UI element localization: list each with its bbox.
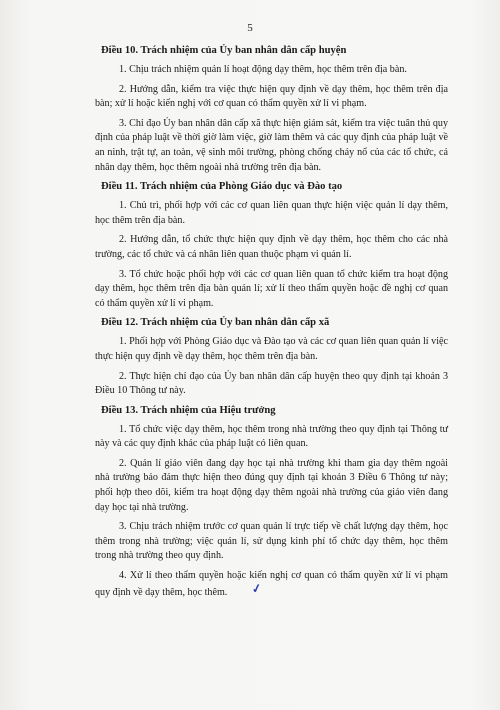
article-heading: Điều 10. Trách nhiệm của Ủy ban nhân dân cấp huyện <box>101 45 347 56</box>
paragraph: 2. Thực hiện chỉ đạo của Ủy ban nhân dân cấp huyện theo quy định tại khoản 3 Điều 10 Thông tư này. <box>95 370 448 397</box>
paragraph: 2. Quản lí giáo viên đang dạy học tại nhà trường khi tham gia dạy thêm ngoài nhà trường bảo đảm thực hiện theo đúng quy định tại khoản 3 Điều 6 Thông tư này; phối hợp theo dõi, kiểm tra hoạt động dạy thêm ngoài nhà trường của giáo viên đang dạy học tại nhà trường. <box>95 457 448 513</box>
paragraph-text: 4. Xử lí theo thẩm quyền hoặc kiến nghị cơ quan có thẩm quyền xử lí vi phạm quy định về dạy thêm, học thêm. <box>95 570 448 598</box>
paragraph: 1. Tổ chức việc dạy thêm, học thêm trong nhà trường theo quy định tại Thông tư này và các quy định khác của pháp luật có liên quan. <box>95 423 448 450</box>
paragraph-last <box>95 569 448 600</box>
paragraph: 1. Phối hợp với Phòng Giáo dục và Đào tạo và các cơ quan liên quan quản lí việc thực hiện quy định về dạy thêm, học thêm trên địa bàn. <box>95 336 448 362</box>
paragraph: 2. Hướng dẫn, tổ chức thực hiện quy định về dạy thêm, học thêm cho các nhà trường, các tổ chức và cá nhân liên quan thuộc phạm vi quản lí. <box>95 234 448 260</box>
paragraph: 2. Hướng dẫn, kiểm tra việc thực hiện quy định về dạy thêm, học thêm trên địa bàn; xử lí hoặc kiến nghị với cơ quan có thẩm quyền xử lí vi phạm. <box>95 83 448 110</box>
article-heading: Điều 11. Trách nhiệm của Phòng Giáo dục và Đào tạo <box>101 181 343 193</box>
paragraph: 1. Chịu trách nhiệm quản lí hoạt động dạy thêm, học thêm trên địa bàn. <box>119 64 407 75</box>
paragraph: 3. Chỉ đạo Ủy ban nhân dân cấp xã thực hiện giám sát, kiểm tra việc tuân thủ quy định của pháp luật về thời giờ làm việc, giờ làm thêm và các quy định của pháp luật về an ninh, trật tự, an toàn, vệ sinh môi trường, phòng chống cháy nổ của các tổ chức, cá nhân dạy thêm, học thêm ngoài nhà trường trên địa bàn. <box>95 117 448 173</box>
page-number: 5 <box>247 22 253 34</box>
article-10 <box>95 44 448 175</box>
paragraph: 3. Tổ chức hoặc phối hợp với các cơ quan liên quan tổ chức kiểm tra hoạt động dạy thêm, học thêm trên địa bàn quản lí; xử lí theo thẩm quyền hoặc đề nghị cơ quan có thẩm quyền xử lí vi phạm. <box>95 268 448 309</box>
article-heading: Điều 13. Trách nhiệm của Hiệu trưởng <box>101 404 276 416</box>
paragraph: 3. Chịu trách nhiệm trước cơ quan quản lí trực tiếp về chất lượng dạy thêm, học thêm trong nhà trường; việc quản lí, sử dụng kinh phí tổ chức dạy thêm, học thêm trong nhà trường theo quy định. <box>95 521 448 562</box>
document-body <box>95 44 448 605</box>
paragraph: 1. Chủ trì, phối hợp với các cơ quan liên quan thực hiện việc quản lí dạy thêm, học thêm trên địa bàn. <box>95 200 448 226</box>
article-11 <box>95 180 448 311</box>
initial-mark-icon: ✓ <box>250 580 264 597</box>
article-heading: Điều 12. Trách nhiệm của Ủy ban nhân dân cấp xã <box>101 317 330 329</box>
article-13 <box>95 404 448 601</box>
article-12 <box>95 316 448 398</box>
